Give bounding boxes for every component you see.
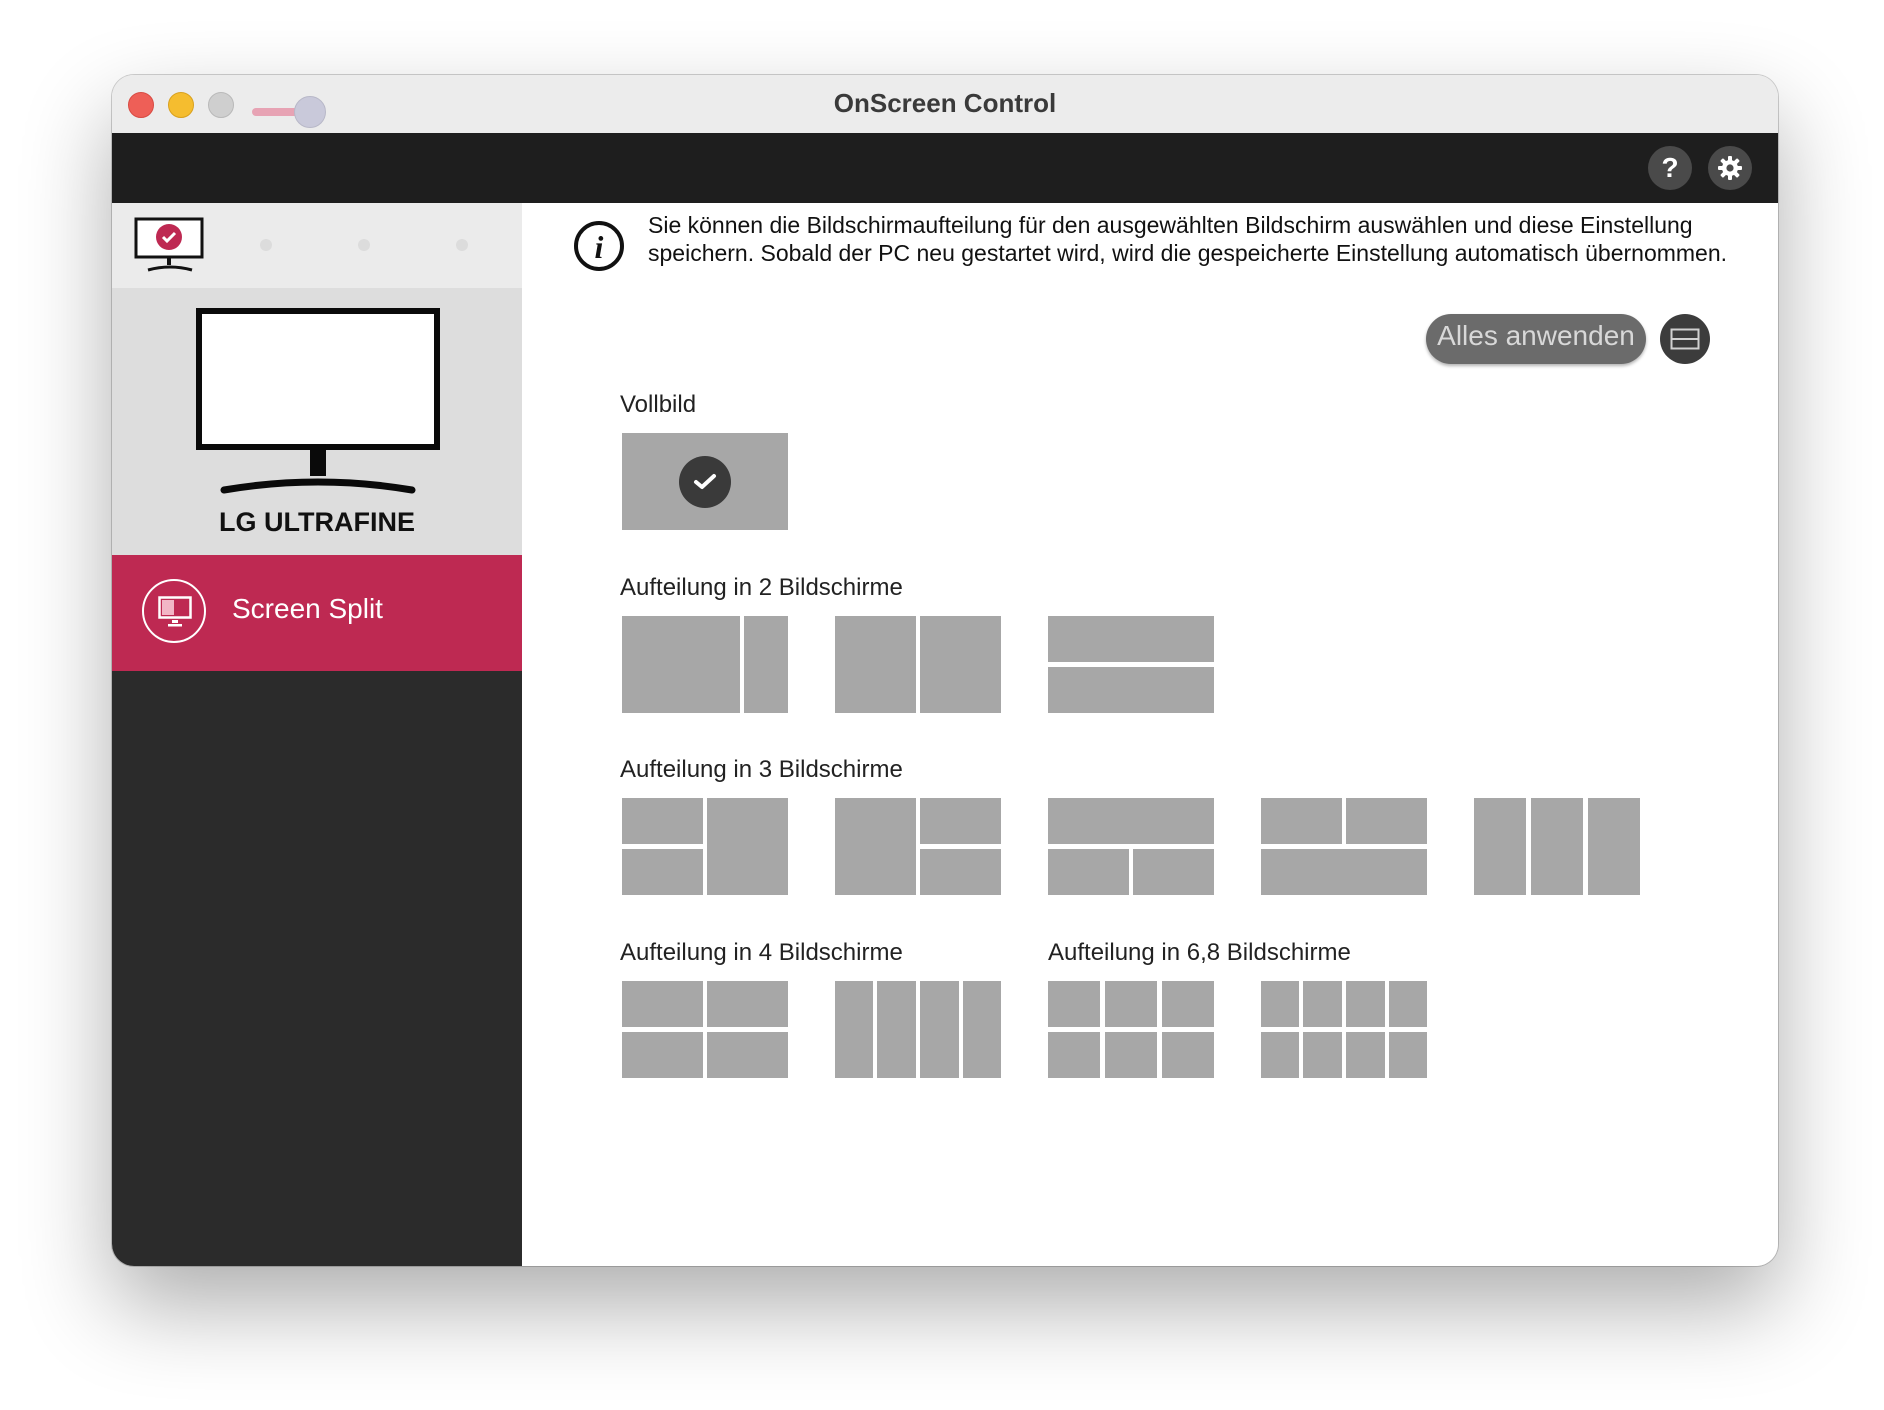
layout-cell <box>835 798 916 895</box>
layout-cell <box>1162 1032 1214 1078</box>
layout-cell <box>1261 798 1342 844</box>
main-content <box>522 203 1778 1266</box>
layout-tile-2-horizontal[interactable] <box>1048 616 1214 713</box>
layout-cell <box>707 1032 788 1078</box>
monitor-tab-2[interactable] <box>260 239 272 251</box>
layout-cell <box>1531 798 1583 895</box>
monitor-tab-4[interactable] <box>456 239 468 251</box>
monitor-tabs <box>112 203 522 288</box>
layout-tile-3-bottom-full[interactable] <box>1261 798 1427 895</box>
app-window <box>112 75 1778 1266</box>
layout-cell <box>622 798 703 844</box>
info-text: Sie können die Bildschirmaufteilung für den ausgewählten Bildschirm auswählen und diese Einstellung speichern. Sobald der PC neu gestartet wird, wird die gespeicherte Einstellung automatisch übernommen. <box>648 212 1728 266</box>
monitor-tab-3[interactable] <box>358 239 370 251</box>
layout-cell <box>1303 1032 1342 1078</box>
monitor-panel <box>112 288 522 555</box>
layout-cell <box>920 798 1001 844</box>
layout-cell <box>920 981 959 1078</box>
apply-all-label: Alles anwenden <box>1437 320 1635 351</box>
layout-cell <box>1389 981 1427 1027</box>
layout-tile-2-wide-narrow[interactable] <box>622 616 788 713</box>
layout-cell <box>1048 1032 1100 1078</box>
sidebar-item-label: Screen Split <box>232 593 383 624</box>
layout-cell <box>622 981 703 1027</box>
layout-cell <box>1474 798 1526 895</box>
layout-cell <box>1346 798 1427 844</box>
layout-cell <box>1162 981 1214 1027</box>
layout-cell <box>707 798 788 895</box>
layout-cell <box>877 981 916 1078</box>
section-label-2-screens: Aufteilung in 2 Bildschirme <box>620 574 903 601</box>
info-icon: i <box>574 221 624 271</box>
layout-cell <box>622 849 703 895</box>
layout-cell <box>707 981 788 1027</box>
monitor-icon <box>196 308 440 494</box>
layout-cell <box>1588 798 1640 895</box>
top-toolbar <box>112 133 1778 203</box>
layout-tile-6-grid[interactable] <box>1048 981 1214 1078</box>
layout-tile-3-columns[interactable] <box>1474 798 1640 895</box>
sidebar <box>112 203 522 1266</box>
layout-cell <box>1048 981 1100 1027</box>
layout-cell <box>1048 798 1214 844</box>
section-label-4-screens: Aufteilung in 4 Bildschirme <box>620 939 903 966</box>
window-title: OnScreen Control <box>833 88 1057 118</box>
layout-cell <box>1105 1032 1157 1078</box>
apply-all-button[interactable] <box>1426 314 1646 364</box>
layout-tile-3-right-stacked[interactable] <box>835 798 1001 895</box>
layout-cell <box>1261 981 1299 1027</box>
sidebar-item-screen-split[interactable] <box>112 555 522 671</box>
layout-cell <box>1048 849 1129 895</box>
layout-cell <box>1346 1032 1385 1078</box>
layout-cell <box>1389 1032 1427 1078</box>
checkmark-icon <box>692 471 718 493</box>
layout-cell <box>835 616 916 713</box>
layout-cell <box>1261 849 1427 895</box>
layout-tile-fullscreen[interactable] <box>622 433 788 530</box>
monitor-name: LG ULTRAFINE <box>219 507 415 537</box>
layout-tile-2-vertical[interactable] <box>835 616 1001 713</box>
layout-cell <box>1105 981 1157 1027</box>
layout-cell <box>1346 981 1385 1027</box>
title-bar <box>112 75 1778 134</box>
section-label-3-screens: Aufteilung in 3 Bildschirme <box>620 756 903 783</box>
selected-check-badge <box>679 456 731 508</box>
layout-cell <box>835 981 873 1078</box>
split-layout-icon <box>1670 328 1700 350</box>
layout-toggle-button[interactable] <box>1660 314 1710 364</box>
screen-split-icon <box>142 579 206 643</box>
layout-cell <box>622 616 740 713</box>
gear-icon <box>1717 155 1743 181</box>
section-label-6-8-screens: Aufteilung in 6,8 Bildschirme <box>1048 939 1351 966</box>
layout-cell <box>963 981 1001 1078</box>
layout-tile-3-left-stacked[interactable] <box>622 798 788 895</box>
layout-cell <box>622 1032 703 1078</box>
layout-cell <box>744 616 788 713</box>
monitor-selected-icon[interactable] <box>134 217 206 275</box>
layout-tile-4-grid[interactable] <box>622 981 788 1078</box>
layout-tile-4-columns[interactable] <box>835 981 1001 1078</box>
settings-button[interactable] <box>1708 146 1752 190</box>
layout-cell <box>920 849 1001 895</box>
layout-cell <box>1048 667 1214 713</box>
section-label-fullscreen: Vollbild <box>620 391 697 418</box>
layout-tile-8-grid[interactable] <box>1261 981 1427 1078</box>
layout-cell <box>1133 849 1214 895</box>
layout-cell <box>920 616 1001 713</box>
help-button[interactable]: ? <box>1648 146 1692 190</box>
layout-cell <box>1261 1032 1299 1078</box>
layout-tile-3-top-full[interactable] <box>1048 798 1214 895</box>
layout-cell <box>1048 616 1214 662</box>
layout-cell <box>1303 981 1342 1027</box>
